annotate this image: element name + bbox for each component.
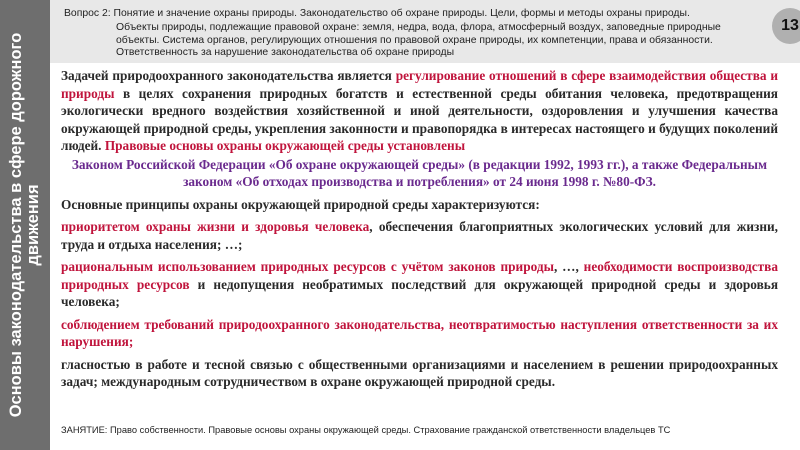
paragraph-2-law: Законом Российской Федерации «Об охране окружающей среды» (в редакции 1992, 1993 гг.), а также Федеральным законом «Об отходах производства и потребления» от 24 июня 1998 г. №80-ФЗ. (71, 156, 768, 189)
question-title: Вопрос 2: Понятие и значение охраны природы. Законодательство об охране природы. Цели, формы и методы охраны природы. (64, 8, 690, 19)
p1-highlight-b: регулирование отношений в сфере взаимодействия общества и природы (61, 68, 779, 101)
p4-highlight-a: приоритетом охраны жизни и здоровья человека (61, 219, 370, 234)
paragraph-5 (61, 258, 778, 311)
p4-text-b: , обеспечения благоприятных экологических условий для жизни, труда и отдыха населения; …; (61, 219, 778, 252)
footer-lesson: ЗАНЯТИЕ: Право собственности. Правовые основы охраны окружающей среды. Страхование гражданской ответственности владельцев ТС (61, 425, 671, 435)
p5-highlight-c: необходимости воспроизводства природных ресурсов (61, 259, 778, 292)
paragraph-4 (61, 218, 778, 253)
question-body: Объекты природы, подлежащие правовой охране: земля, недра, вода, флора, атмосферный воздух, заповедные природные объекты. Система органов, регулирующих отношения по правовой охране природы, их компетенции, права и обязанности. Ответственность за нарушение законодательства об охране природы (116, 22, 721, 58)
p1-text-a: Задачей природоохранного законодательства является (61, 68, 396, 83)
p5-text-d: и недопущения необратимых последствий для окружающей природной среды и здоровья человека; (61, 276, 779, 309)
paragraph-3: Основные принципы охраны окружающей природной среды характеризуются: (61, 196, 540, 212)
header (50, 0, 800, 63)
slide-content (61, 67, 778, 391)
sidebar-title: Основы законодательства в сфере дорожного движения (7, 32, 42, 418)
page-number-badge: 13 (772, 8, 800, 44)
p1-text-c: в целях сохранения природных богатств и естественной среды обитания человека, предотвращения экологически вредного воздействия хозяйственной и иной деятельности, оздоровления и улучшения качества окружающей природной среды, укрепления законности и правопорядка в интересах настоящего и будущих поколений людей. (61, 85, 778, 153)
sidebar (0, 0, 50, 450)
p5-text-b: , …, (553, 259, 584, 274)
paragraph-7: гласностью в работе и тесной связью с общественными организациями и населением в решении природоохранных задач; международным сотрудничеством в охране окружающей природной среды. (61, 356, 778, 389)
p5-highlight-a: рациональным использованием природных ресурсов с учётом законов природы (61, 259, 554, 274)
paragraph-6: соблюдением требований природоохранного законодательства, неотвратимостью наступления ответственности за их нарушения; (61, 316, 778, 349)
p1-highlight-d: Правовые основы охраны окружающей среды установлены (104, 138, 466, 153)
paragraph-1 (61, 67, 778, 155)
